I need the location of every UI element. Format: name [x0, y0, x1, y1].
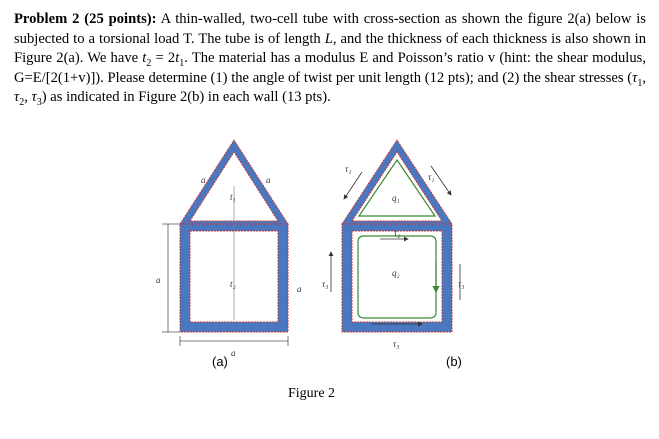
- t2-subscript: 2: [146, 58, 152, 70]
- tau1-left-arrow-icon: [344, 172, 362, 199]
- thickness-t1-label: t₁: [230, 192, 236, 202]
- q1-label: q₁: [392, 193, 400, 203]
- t2-symbol: t: [142, 50, 147, 67]
- comma-1: ,: [642, 69, 646, 86]
- tau1-subscript: 1: [637, 77, 643, 89]
- figure-b-label: (b): [446, 354, 462, 369]
- dim-a-left-side: a: [156, 275, 161, 285]
- t1-subscript: 1: [179, 58, 185, 70]
- tau3-right-label: τ₃: [458, 279, 465, 289]
- tau3-subscript: 3: [36, 97, 42, 109]
- figure-a-cross-section: [156, 140, 302, 369]
- tau3-left-label: τ₃: [322, 279, 329, 289]
- tau3-bottom-label: τ₃: [393, 339, 400, 349]
- text-part-2: , and the thickness of each thickness is also shown in Figure 2(a). We have: [14, 30, 647, 67]
- tau3-symbol: τ: [31, 89, 37, 106]
- tau1-left-label: τ₁: [345, 164, 352, 174]
- equals-two: = 2: [151, 50, 176, 67]
- tau2-symbol: τ: [14, 89, 20, 106]
- dim-a-right-slope: a: [266, 175, 271, 185]
- dim-a-left-slope: a: [201, 175, 206, 185]
- length-symbol: L: [324, 30, 333, 47]
- q2-label: q₂: [392, 268, 400, 278]
- figure-b-wall: [342, 140, 452, 224]
- dim-a-right-side: a: [297, 284, 302, 294]
- problem-heading: Problem 2 (25 points):: [14, 11, 157, 27]
- tau1-symbol: τ: [632, 69, 638, 86]
- text-part-1: A thin-walled, two-cell tube with cross-section as shown the figure 2(a) below is subjected to a torsional load T. The tube is of length: [14, 11, 646, 47]
- text-part-3: . The material has a modulus E and Poisson’s ratio v (hint: the shear modulus, G=E/[2(1+v)]). Please determine (1) the angle of twist per unit length (12 pts); and (2) the shear stresses (: [14, 50, 646, 86]
- figure-a-label: (a): [212, 354, 228, 369]
- comma-2: ,: [24, 89, 32, 106]
- figure-b-cross-section: [322, 140, 464, 369]
- tau2-subscript: 2: [19, 97, 25, 109]
- text-part-4: ) as indicated in Figure 2(b) in each wall (13 pts).: [41, 89, 331, 106]
- thickness-t2-label: t₂: [230, 279, 236, 289]
- dim-a-bottom: a: [231, 348, 236, 358]
- figure-caption: Figure 2: [288, 386, 336, 401]
- tau1-right-label: τ₁: [428, 172, 435, 182]
- t1-symbol: t: [175, 50, 180, 67]
- tau2-label: τ₂: [394, 228, 401, 238]
